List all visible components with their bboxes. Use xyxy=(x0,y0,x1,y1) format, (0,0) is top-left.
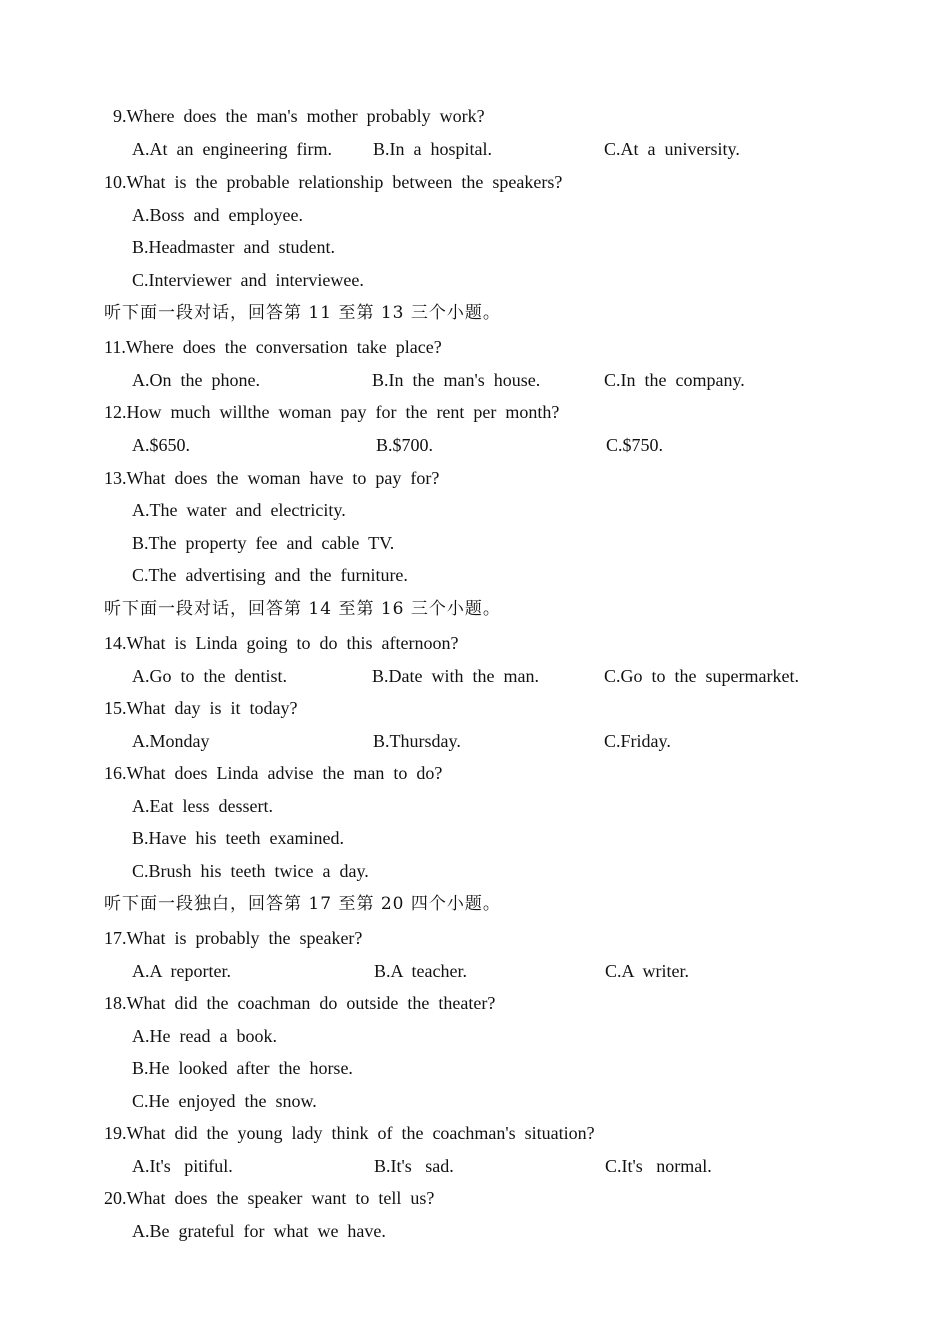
q19-option-a: A.It's pitiful. xyxy=(132,1156,233,1176)
q11-option-b: B.In the man's house. xyxy=(372,370,541,390)
question-18: 18.What did the coachman do outside the theater? xyxy=(104,993,496,1013)
question-12: 12.How much willthe woman pay for the rent per month? xyxy=(104,402,560,422)
q19-option-c: C.It's normal. xyxy=(605,1156,712,1176)
section-instruction-3: 听下面一段独白，回答第 17 至第 20 四个小题。 xyxy=(104,894,501,914)
section-instruction-1: 听下面一段对话，回答第 11 至第 13 三个小题。 xyxy=(104,303,501,323)
q15-option-a: A.Monday xyxy=(132,731,210,751)
q18-option-c: C.He enjoyed the snow. xyxy=(132,1091,317,1111)
question-10: 10.What is the probable relationship between the speakers? xyxy=(104,172,563,192)
question-13: 13.What does the woman have to pay for? xyxy=(104,468,440,488)
q11-option-c: C.In the company. xyxy=(604,370,745,390)
q17-option-a: A.A reporter. xyxy=(132,961,231,981)
q17-option-b: B.A teacher. xyxy=(374,961,467,981)
question-9: 9.Where does the man's mother probably work? xyxy=(113,106,485,126)
q14-option-a: A.Go to the dentist. xyxy=(132,666,287,686)
q14-option-c: C.Go to the supermarket. xyxy=(604,666,799,686)
q13-option-a: A.The water and electricity. xyxy=(132,500,346,520)
q17-option-c: C.A writer. xyxy=(605,961,689,981)
q9-option-b: B.In a hospital. xyxy=(373,139,492,159)
q18-option-a: A.He read a book. xyxy=(132,1026,277,1046)
question-20: 20.What does the speaker want to tell us? xyxy=(104,1188,435,1208)
q12-option-c: C.$750. xyxy=(606,435,664,455)
question-11: 11.Where does the conversation take place? xyxy=(104,337,442,357)
q10-option-b: B.Headmaster and student. xyxy=(132,237,335,257)
q11-option-a: A.On the phone. xyxy=(132,370,260,390)
section-instruction-2: 听下面一段对话，回答第 14 至第 16 三个小题。 xyxy=(104,599,501,619)
q9-option-a: A.At an engineering firm. xyxy=(132,139,332,159)
q18-option-b: B.He looked after the horse. xyxy=(132,1058,353,1078)
q12-option-b: B.$700. xyxy=(376,435,434,455)
question-17: 17.What is probably the speaker? xyxy=(104,928,363,948)
q19-option-b: B.It's sad. xyxy=(374,1156,454,1176)
question-16: 16.What does Linda advise the man to do? xyxy=(104,763,443,783)
q16-option-c: C.Brush his teeth twice a day. xyxy=(132,861,369,881)
q20-option-a: A.Be grateful for what we have. xyxy=(132,1221,386,1241)
q13-option-c: C.The advertising and the furniture. xyxy=(132,565,408,585)
q15-option-c: C.Friday. xyxy=(604,731,671,751)
q13-option-b: B.The property fee and cable TV. xyxy=(132,533,395,553)
q14-option-b: B.Date with the man. xyxy=(372,666,539,686)
q15-option-b: B.Thursday. xyxy=(373,731,461,751)
q16-option-a: A.Eat less dessert. xyxy=(132,796,273,816)
q16-option-b: B.Have his teeth examined. xyxy=(132,828,344,848)
question-19: 19.What did the young lady think of the coachman's situation? xyxy=(104,1123,595,1143)
q10-option-a: A.Boss and employee. xyxy=(132,205,303,225)
q12-option-a: A.$650. xyxy=(132,435,190,455)
q10-option-c: C.Interviewer and interviewee. xyxy=(132,270,364,290)
question-15: 15.What day is it today? xyxy=(104,698,298,718)
question-14: 14.What is Linda going to do this afternoon? xyxy=(104,633,459,653)
q9-option-c: C.At a university. xyxy=(604,139,740,159)
